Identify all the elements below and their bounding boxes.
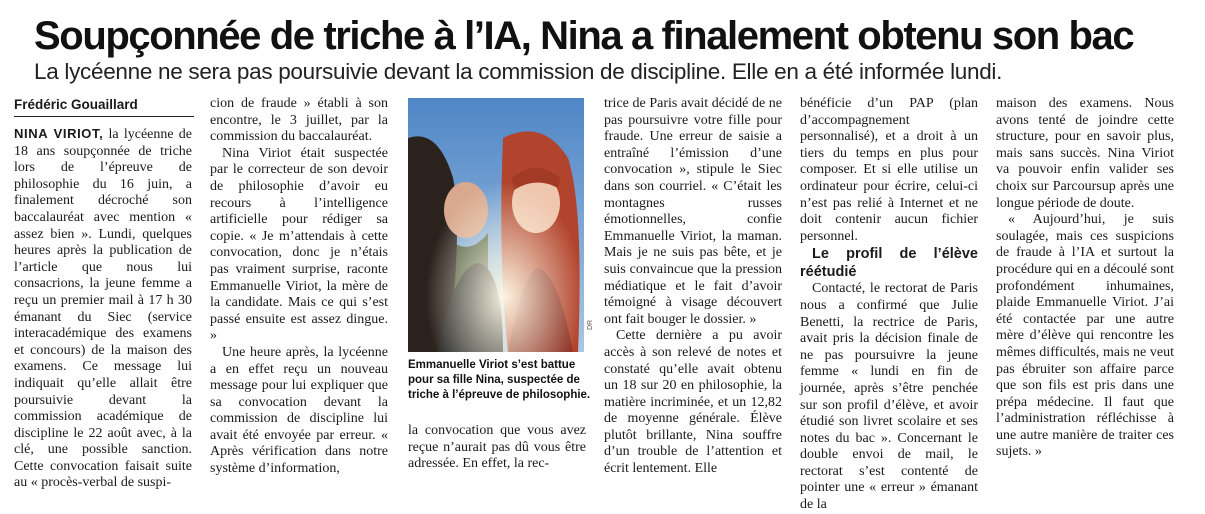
article-column-1 — [14, 126, 192, 491]
paragraph: Nina Viriot était suspectée par le correcteur de son devoir de philosophie d’avoir eu recours à l’intelligence artificielle pour rédiger sa copie. « Je m’attendais à cette convocation, donc je n’étais pas vraiment surprise, raconte Emmanuelle Viriot, la mère de la candidate. Mais ce qui s’est passé ensuite est assez dingue. » — [210, 145, 388, 344]
headline: Soupçonnée de triche à l’IA, Nina a finalement obtenu son bac — [34, 14, 1134, 58]
paragraph: trice de Paris avait décidé de ne pas poursuivre votre fille pour fraude. Une erreur de saisie a entraîné l’émission d’une convocation », stipule le Siec dans son courriel. « C’était les montagnes russes émotionnelles, confie Emmanuelle Viriot, la maman. Mais je ne suis pas bête, et je suis convaincue que la pression médiatique et le fait d’avoir témoigné à visage découvert ont fait bouger le dossier. » — [604, 96, 782, 327]
lead-name: NINA VIRIOT, — [14, 126, 104, 141]
byline-divider — [14, 116, 194, 117]
photo-illustration — [408, 98, 584, 352]
paragraph: « Aujourd’hui, je suis soulagée, mais ces suspicions de fraude à l’IA et surtout la procédure qui en a découlé sont profondément inhumaines, plaide Emmanuelle Viriot. J’ai été contactée par une autre mère d’élève qui rencontre les mêmes difficultés, mais ne veut pas ébruiter son affaire parce que son fils est pris dans une prépa médecine. Il faut que l’administration réfléchisse à une autre manière de traiter ces sujets. » — [996, 212, 1174, 460]
paragraph: bénéficie d’un PAP (plan d’accompagnement personnalisé), et a droit à un tiers du temps en plus pour composer. Et si elle utilise un ordinateur pour écrire, celui-ci n’est pas relié à Internet et ne doit contenir aucun fichier personnel. — [800, 96, 978, 244]
subheadline: La lycéenne ne sera pas poursuivie devant la commission de discipline. Elle en a été informée lundi. — [34, 59, 1003, 84]
paragraph: la convocation que vous avez reçue n’aurait pas dû vous être adressée. En effet, la rec- — [408, 423, 586, 472]
photo-credit: DR — [587, 319, 594, 330]
article-column-4 — [604, 96, 782, 476]
paragraph: Cette dernière a pu avoir accès à son relevé de notes et constaté qu’elle avait obtenu un 18 sur 20 en philosophie, la matière incriminée, et un 12,82 de moyenne générale. Élève plutôt brillante, Nina souffre d’un trouble de l’attention et écrit lentement. Elle — [604, 328, 782, 477]
article-column-5 — [800, 96, 978, 513]
paragraph: maison des examens. Nous avons tenté de joindre cette structure, pour en savoir plus, mais sans succès. Nina Viriot va pouvoir enfin valider ses choix sur Parcoursup après une longue période de doute. — [996, 96, 1174, 211]
article-column-3 — [408, 423, 586, 477]
section-subheading: Le profil de l’élève réétudié — [800, 246, 978, 281]
photo-caption: Emmanuelle Viriot s’est battue pour sa fille Nina, suspectée de triche à l’épreuve de philosophie. — [408, 359, 591, 401]
lead-paragraph-text: la lycéenne de 18 ans soupçonnée de triche lors de l’épreuve de philosophie du 16 juin, a finalement décroché son baccalauréat avec mention « assez bien ». Lundi, quelques heures après la publication de l’article que nous lui consacrions, la jeune femme a reçu un premier mail à 17 h 30 émanant du Siec (service interacadémique des examens et concours) de la maison des examens. Ce message lui indiquait qu’elle allait être poursuivie devant la commission académique de discipline le 22 août avec, à la clé, une possible sanction. Cette convocation faisait suite au « procès-verbal de suspi- — [14, 127, 192, 491]
article-column-2 — [210, 96, 388, 476]
byline: Frédéric Gouaillard — [14, 97, 138, 112]
paragraph: Une heure après, la lycéenne a en effet reçu un nouveau message pour lui expliquer que sa convocation devant la commission de discipline lui avait été envoyée par erreur. « Après vérification dans notre système d’information, — [210, 344, 388, 477]
article-column-6 — [996, 96, 1174, 476]
paragraph: cion de fraude » établi à son encontre, le 3 juillet, par la commission du baccalauréat. — [210, 96, 388, 145]
article-photo — [408, 98, 584, 352]
paragraph: Contacté, le rectorat de Paris nous a confirmé que Julie Benetti, la rectrice de Paris, avait pris la décision finale de ne pas poursuivre la jeune femme « lundi en fin de journée, après s’être penchée sur son profil d’élève, et avoir étudié son livret scolaire et ses notes du bac ». Concernant le double envoi de mail, le rectorat s’est contenté de pointer une « erreur » émanant de la — [800, 281, 978, 513]
lead-paragraph — [14, 126, 192, 492]
